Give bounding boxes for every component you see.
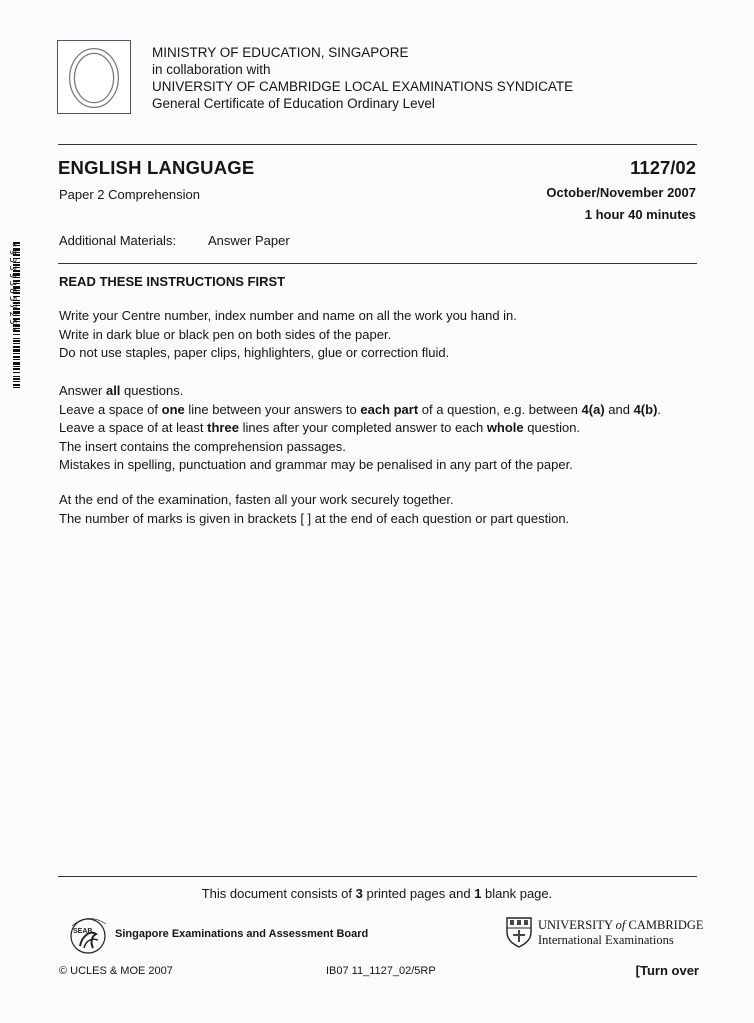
text-bold: three <box>207 420 239 435</box>
instruction-line: Write in dark blue or black pen on both sides of the paper. <box>59 326 392 342</box>
text: Leave a space of at least <box>59 420 208 435</box>
seab-logo-text: SEAB <box>73 928 93 935</box>
text: line between your answers to <box>184 401 361 417</box>
exam-session: October/November 2007 <box>546 185 696 200</box>
text: lines after your completed answer to each <box>238 420 487 435</box>
instruction-line: The number of marks is given in brackets [ ] at the end of each question or part question. <box>59 510 570 526</box>
divider <box>58 144 697 145</box>
document-reference: IB07 11_1127_02/5RP <box>326 965 436 977</box>
cambridge-name <box>538 918 704 933</box>
divider <box>58 263 697 264</box>
instruction-line: Write your Centre number, index number and name on all the work you hand in. <box>59 308 517 323</box>
instruction-line: Do not use staples, paper clips, highlighters, glue or correction fluid. <box>59 345 450 360</box>
text-italic: of <box>615 918 626 932</box>
text: This document consists of <box>201 886 356 901</box>
paper-code: 1127/02 <box>630 157 696 178</box>
header-line: UNIVERSITY OF CAMBRIDGE LOCAL EXAMINATIONS SYNDICATE <box>152 79 574 94</box>
text-bold: all <box>105 383 121 398</box>
text: Leave a space of <box>59 401 162 417</box>
crest-shield-icon <box>505 916 533 948</box>
instruction-line <box>59 382 661 401</box>
barcode-text <box>6 242 18 388</box>
barcode-number: *9339385725* <box>7 242 17 335</box>
divider <box>58 876 697 877</box>
moe-logo <box>57 40 131 114</box>
instruction-line <box>59 419 661 438</box>
instruction-line: At the end of the examination, fasten all your work securely together. <box>59 492 454 507</box>
text: question. <box>523 420 581 435</box>
instructions-block-1 <box>59 307 517 363</box>
text: and <box>604 401 634 417</box>
issuing-bodies <box>152 44 573 112</box>
instructions-heading: READ THESE INSTRUCTIONS FIRST <box>59 274 286 289</box>
materials-label: Additional Materials: <box>59 233 177 248</box>
instructions-block-2 <box>59 382 661 475</box>
instruction-line: Mistakes in spelling, punctuation and grammar may be penalised in any part of the paper. <box>59 457 573 472</box>
exam-duration: 1 hour 40 minutes <box>584 207 696 222</box>
copyright: © UCLES & MOE 2007 <box>59 965 173 977</box>
text-bold: 4(a) <box>581 401 605 417</box>
cambridge-crest <box>505 916 533 948</box>
text: of a question, e.g. between <box>418 401 582 417</box>
text-bold: whole <box>486 420 524 435</box>
header-line: MINISTRY OF EDUCATION, SINGAPORE <box>152 45 409 60</box>
text: CAMBRIDGE <box>628 918 704 932</box>
header-line: in collaboration with <box>152 62 271 77</box>
instructions-block-3 <box>59 491 569 528</box>
logo-o-icon <box>58 41 130 113</box>
seab-emblem-icon <box>66 912 112 958</box>
text: UNIVERSITY <box>538 918 613 932</box>
page-count-note <box>0 886 754 901</box>
seab-logo <box>66 912 112 958</box>
paper-title: Paper 2 Comprehension <box>59 187 200 202</box>
instruction-line: The insert contains the comprehension passages. <box>59 438 346 454</box>
text-bold: 4(b) <box>633 401 658 417</box>
seab-name: Singapore Examinations and Assessment Board <box>115 928 369 940</box>
cambridge-subtitle: International Examinations <box>538 933 674 947</box>
text-bold: 1 <box>474 886 482 901</box>
text-bold: each part <box>360 401 419 417</box>
text-bold: 3 <box>355 886 363 901</box>
instruction-line <box>59 401 661 420</box>
text: blank page. <box>481 886 553 901</box>
turn-over: [Turn over <box>635 963 699 978</box>
materials-value: Answer Paper <box>208 233 290 248</box>
text: Answer <box>59 383 106 398</box>
text: . <box>657 401 662 417</box>
header-line: General Certificate of Education Ordinary Level <box>152 96 435 111</box>
subject-title: ENGLISH LANGUAGE <box>58 157 255 178</box>
text: questions. <box>120 383 184 398</box>
text: printed pages and <box>362 886 475 901</box>
text-bold: one <box>161 401 185 417</box>
